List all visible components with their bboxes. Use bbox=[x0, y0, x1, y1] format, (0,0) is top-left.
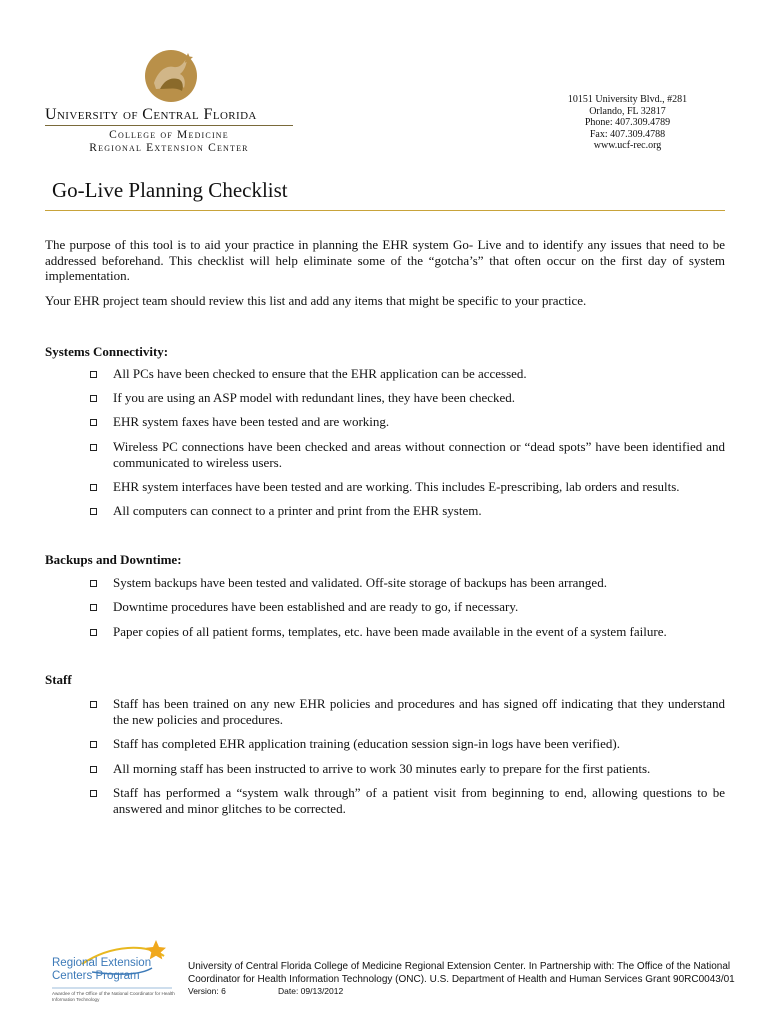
address-street: 10151 University Blvd., #281 bbox=[567, 94, 688, 105]
checkbox-icon[interactable] bbox=[90, 741, 97, 748]
checkbox-icon[interactable] bbox=[90, 371, 97, 378]
checklist-item-text: EHR system interfaces have been tested and are working. This includes E-prescribing, lab orders and results. bbox=[113, 479, 680, 494]
checkbox-icon[interactable] bbox=[90, 766, 97, 773]
rec-program-subtitle: Awardee of The Office of the National Coordinator for Health Information Technology bbox=[52, 991, 175, 1002]
pegasus-logo-icon bbox=[140, 43, 202, 105]
address-fax: Fax: 407.309.4788 bbox=[589, 128, 666, 140]
checklist-item-text: Wireless PC connections have been checked and areas without connection or “dead spots” have been identified and communicated to wireless users. bbox=[113, 439, 725, 470]
checklist-item-text: Paper copies of all patient forms, templates, etc. have been made available in the event of a system failure. bbox=[113, 624, 667, 639]
college-line-2: Regional Extension Center bbox=[89, 142, 249, 154]
checkbox-icon[interactable] bbox=[90, 444, 97, 451]
checklist-item-text: All PCs have been checked to ensure that the EHR application can be accessed. bbox=[113, 366, 527, 381]
checklist-item bbox=[90, 390, 725, 406]
checklist-item bbox=[90, 439, 725, 470]
checklist-item bbox=[90, 736, 725, 752]
checkbox-icon[interactable] bbox=[90, 419, 97, 426]
checkbox-icon[interactable] bbox=[90, 508, 97, 515]
section-heading-staff: Staff bbox=[45, 672, 72, 687]
college-name bbox=[45, 129, 293, 155]
checklist-item-text: Staff has completed EHR application training (education session sign-in logs have been verified). bbox=[113, 736, 620, 751]
address-block bbox=[540, 94, 715, 152]
rec-program-title: Centers Program bbox=[52, 970, 140, 982]
footer-date: Date: 09/13/2012 bbox=[278, 986, 344, 996]
checklist-item bbox=[90, 761, 725, 777]
checkbox-icon[interactable] bbox=[90, 604, 97, 611]
intro-paragraph: Your EHR project team should review this list and add any items that might be specific to your practice. bbox=[45, 293, 587, 308]
university-name: University of Central Florida bbox=[45, 106, 257, 123]
checklist-item-text: System backups have been tested and validated. Off-site storage of backups has been arranged. bbox=[113, 575, 607, 590]
page-title: Go-Live Planning Checklist bbox=[52, 178, 288, 202]
checkbox-icon[interactable] bbox=[90, 701, 97, 708]
checkbox-icon[interactable] bbox=[90, 395, 97, 402]
checkbox-icon[interactable] bbox=[90, 580, 97, 587]
checklist-item-text: All computers can connect to a printer and print from the EHR system. bbox=[113, 503, 482, 518]
checkbox-icon[interactable] bbox=[90, 484, 97, 491]
rec-program-title: Regional Extension bbox=[52, 957, 152, 969]
address-website: www.ucf-rec.org bbox=[593, 140, 662, 151]
intro-paragraph: The purpose of this tool is to aid your practice in planning the EHR system Go- Live and to identify any issues that need to be addressed beforehand. This checklist will help eliminate some of the “gotcha’s” that often occur on the first day of system implementation. bbox=[45, 237, 725, 283]
checklist-item bbox=[90, 503, 725, 519]
checkbox-icon[interactable] bbox=[90, 629, 97, 636]
checklist-item bbox=[90, 696, 725, 727]
checklist-item-text: If you are using an ASP model with redundant lines, they have been checked. bbox=[113, 390, 516, 405]
checklist-item bbox=[90, 599, 725, 615]
checklist-item-text: Staff has been trained on any new EHR policies and procedures and has signed off indicating that they understand the new policies and procedures. bbox=[113, 696, 725, 727]
checklist-item bbox=[90, 414, 725, 430]
checklist-item bbox=[90, 366, 725, 382]
section-heading-backups-downtime: Backups and Downtime: bbox=[45, 552, 182, 567]
checklist-item bbox=[90, 575, 725, 591]
footer-partnership-text: University of Central Florida College of Medicine Regional Extension Center. In Partnership with: The Office of the National Coordinator for Health Information Technology (ONC). U.S. Department of Health and Human Services Grant 90RC0043/01 bbox=[188, 961, 735, 985]
checklist-item bbox=[90, 624, 725, 640]
header-divider bbox=[45, 125, 293, 126]
checklist-item-text: All morning staff has been instructed to arrive to work 30 minutes early to prepare for the first patients. bbox=[113, 761, 651, 776]
title-divider bbox=[45, 210, 725, 211]
address-city: Orlando, FL 32817 bbox=[589, 105, 666, 117]
checklist-item bbox=[90, 479, 725, 495]
section-heading-systems-connectivity: Systems Connectivity: bbox=[45, 344, 169, 359]
checklist-item-text: EHR system faxes have been tested and are working. bbox=[113, 414, 390, 429]
checklist-item-text: Staff has performed a “system walk through” of a patient visit from beginning to end, allowing questions to be answered and minor glitches to be corrected. bbox=[113, 785, 725, 816]
college-line-1: College of Medicine bbox=[109, 129, 229, 141]
checklist-item bbox=[90, 785, 725, 816]
footer-meta bbox=[188, 986, 344, 996]
address-phone: Phone: 407.309.4789 bbox=[584, 117, 671, 128]
checkbox-icon[interactable] bbox=[90, 790, 97, 797]
footer-version: Version: 6 bbox=[188, 986, 226, 996]
checklist-item-text: Downtime procedures have been established and are ready to go, if necessary. bbox=[113, 599, 519, 614]
